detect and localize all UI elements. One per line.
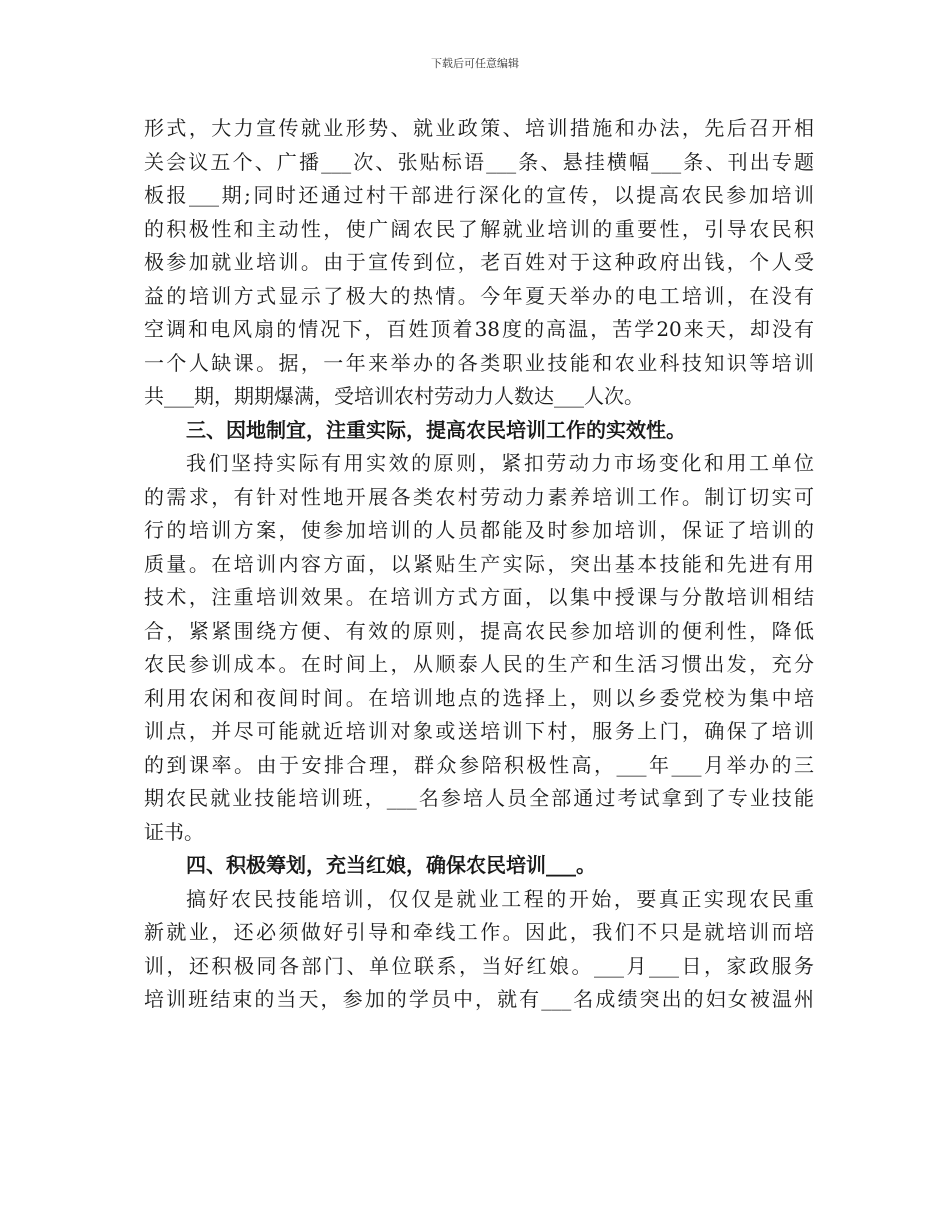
paragraph-line: 期农民就业技能培训班，___名参培人员全部通过考试拿到了专业技能	[144, 786, 814, 810]
paragraph-line: 行的培训方案，使参加培训的人员都能及时参加培训，保证了培训的	[144, 518, 814, 542]
paragraph-line: 我们坚持实际有用实效的原则，紧扣劳动力市场变化和用工单位	[186, 451, 814, 475]
document-body	[144, 112, 814, 1017]
paragraph-line: 质量。在培训内容方面，以紧贴生产实际，突出基本技能和先进有用	[144, 551, 814, 576]
paragraph-line: 板报___期;同时还通过村干部进行深化的宣传，以提高农民参加培训	[144, 183, 814, 207]
paragraph-line: 形式，大力宣传就业形势、就业政策、培训措施和办法，先后召开相	[144, 116, 814, 140]
section-heading-3: 三、因地制宜，注重实际，提高农民培训工作的实效性。	[186, 417, 686, 442]
paragraph-line: 农民参训成本。在时间上，从顺泰人民的生产和生活习惯出发，充分	[144, 652, 814, 676]
section-heading-4: 四、积极筹划，充当红娘，确保农民培训___。	[186, 853, 596, 877]
paragraph-line: 极参加就业培训。由于宣传到位，老百姓对于这种政府出钱，个人受	[144, 250, 814, 274]
paragraph-line: 训，还积极同各部门、单位联系，当好红娘。___月___日，家政服务	[144, 953, 814, 978]
page-header-note: 下载后可任意编辑	[431, 57, 519, 70]
paragraph-line: 培训班结束的当天，参加的学员中，就有___名成绩突出的妇女被温州	[144, 987, 814, 1011]
paragraph-line: 关会议五个、广播___次、张贴标语___条、悬挂横幅___条、刊出专题	[144, 149, 814, 174]
paragraph-line: 的积极性和主动性，使广阔农民了解就业培训的重要性，引导农民积	[144, 216, 814, 241]
paragraph-line: 新就业，还必须做好引导和牵线工作。因此，我们不只是就培训而培	[144, 920, 814, 944]
paragraph-line: 空调和电风扇的情况下，百姓顶着38度的高温，苦学20来天，却没有	[144, 317, 814, 341]
paragraph-line: 证书。	[144, 819, 204, 844]
paragraph-line: 的需求，有针对性地开展各类农村劳动力素养培训工作。制订切实可	[144, 484, 814, 509]
paragraph-line: 一个人缺课。据，一年来举办的各类职业技能和农业科技知识等培训	[144, 350, 814, 375]
paragraph-line: 合，紧紧围绕方便、有效的原则，提高农民参加培训的便利性，降低	[144, 618, 814, 643]
paragraph-line: 训点，并尽可能就近培训对象或送培训下村，服务上门，确保了培训	[144, 719, 814, 743]
paragraph-line: 技术，注重培训效果。在培训方式方面，以集中授课与分散培训相结	[144, 585, 814, 609]
paragraph-line: 益的培训方式显示了极大的热情。今年夏天举办的电工培训，在没有	[144, 283, 814, 308]
paragraph-line: 搞好农民技能培训，仅仅是就业工程的开始，要真正实现农民重	[186, 886, 814, 911]
paragraph-line: 利用农闲和夜间时间。在培训地点的选择上，则以乡委党校为集中培	[144, 685, 814, 710]
paragraph-line: 的到课率。由于安排合理，群众参陪积极性高，___年___月举办的三	[144, 752, 814, 777]
paragraph-line: 共___期，期期爆满，受培训农村劳动力人数达___人次。	[144, 384, 644, 408]
